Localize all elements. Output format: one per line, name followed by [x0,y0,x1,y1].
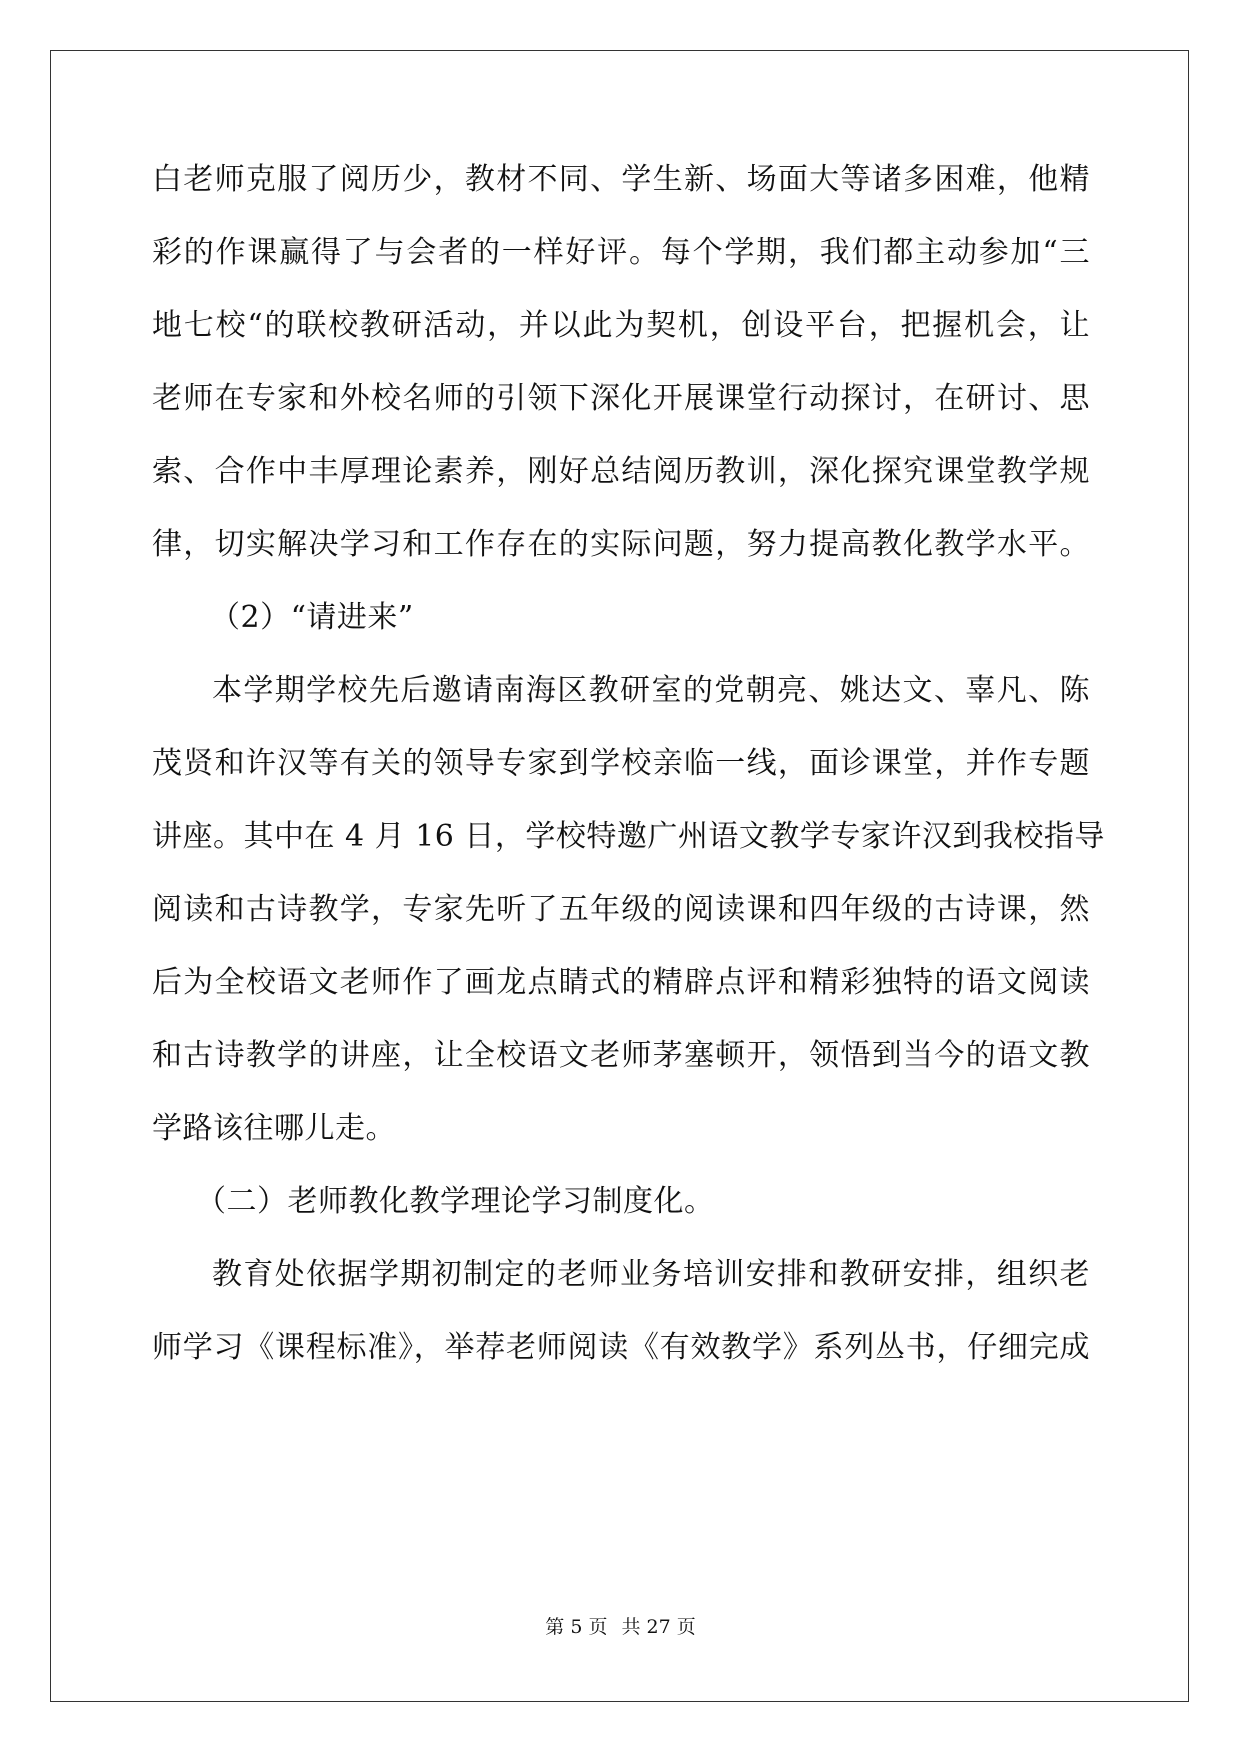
paragraph-start-line: 本学期学校先后邀请南海区教研室的党朝亮、姚达文、辜凡、陈 [212,673,1090,708]
text-line: 师学习《课程标准》，举荐老师阅读《有效教学》系列丛书，仔细完成 [152,1330,1090,1365]
text-line: 老师在专家和外校名师的引领下深化开展课堂行动探讨，在研讨、思 [152,381,1090,416]
text-line: 后为全校语文老师作了画龙点睛式的精辟点评和精彩独特的语文阅读 [152,965,1090,1000]
text-line: 律，切实解决学习和工作存在的实际问题，努力提高教化教学水平。 [152,527,1090,562]
page-frame [50,50,1189,1702]
text-line: 地七校“的联校教研活动，并以此为契机，创设平台，把握机会，让 [152,308,1090,343]
text-line: 白老师克服了阅历少，教材不同、学生新、场面大等诸多困难，他精 [152,162,1090,197]
text-line: 彩的作课赢得了与会者的一样好评。每个学期，我们都主动参加“三 [152,235,1090,270]
text-line: 茂贤和许汉等有关的领导专家到学校亲临一线，面诊课堂，并作专题 [152,746,1090,781]
page-total: 共 27 页 [621,1616,696,1638]
page-number: 第 5 页 [545,1616,608,1638]
text-line: 讲座。其中在 4 月 16 日，学校特邀广州语文教学专家许汉到我校指导 [152,819,1105,854]
paragraph-start-line: 教育处依据学期初制定的老师业务培训安排和教研安排，组织老 [212,1257,1090,1292]
sub-heading: （2）“请进来” [210,600,414,635]
text-line: 学路该往哪儿走。 [152,1111,396,1146]
page-footer [0,1614,1241,1640]
section-heading: （二）老师教化教学理论学习制度化。 [196,1184,715,1219]
text-line: 阅读和古诗教学，专家先听了五年级的阅读课和四年级的古诗课，然 [152,892,1090,927]
text-line: 索、合作中丰厚理论素养，刚好总结阅历教训，深化探究课堂教学规 [152,454,1090,489]
text-line: 和古诗教学的讲座，让全校语文老师茅塞顿开，领悟到当今的语文教 [152,1038,1090,1073]
